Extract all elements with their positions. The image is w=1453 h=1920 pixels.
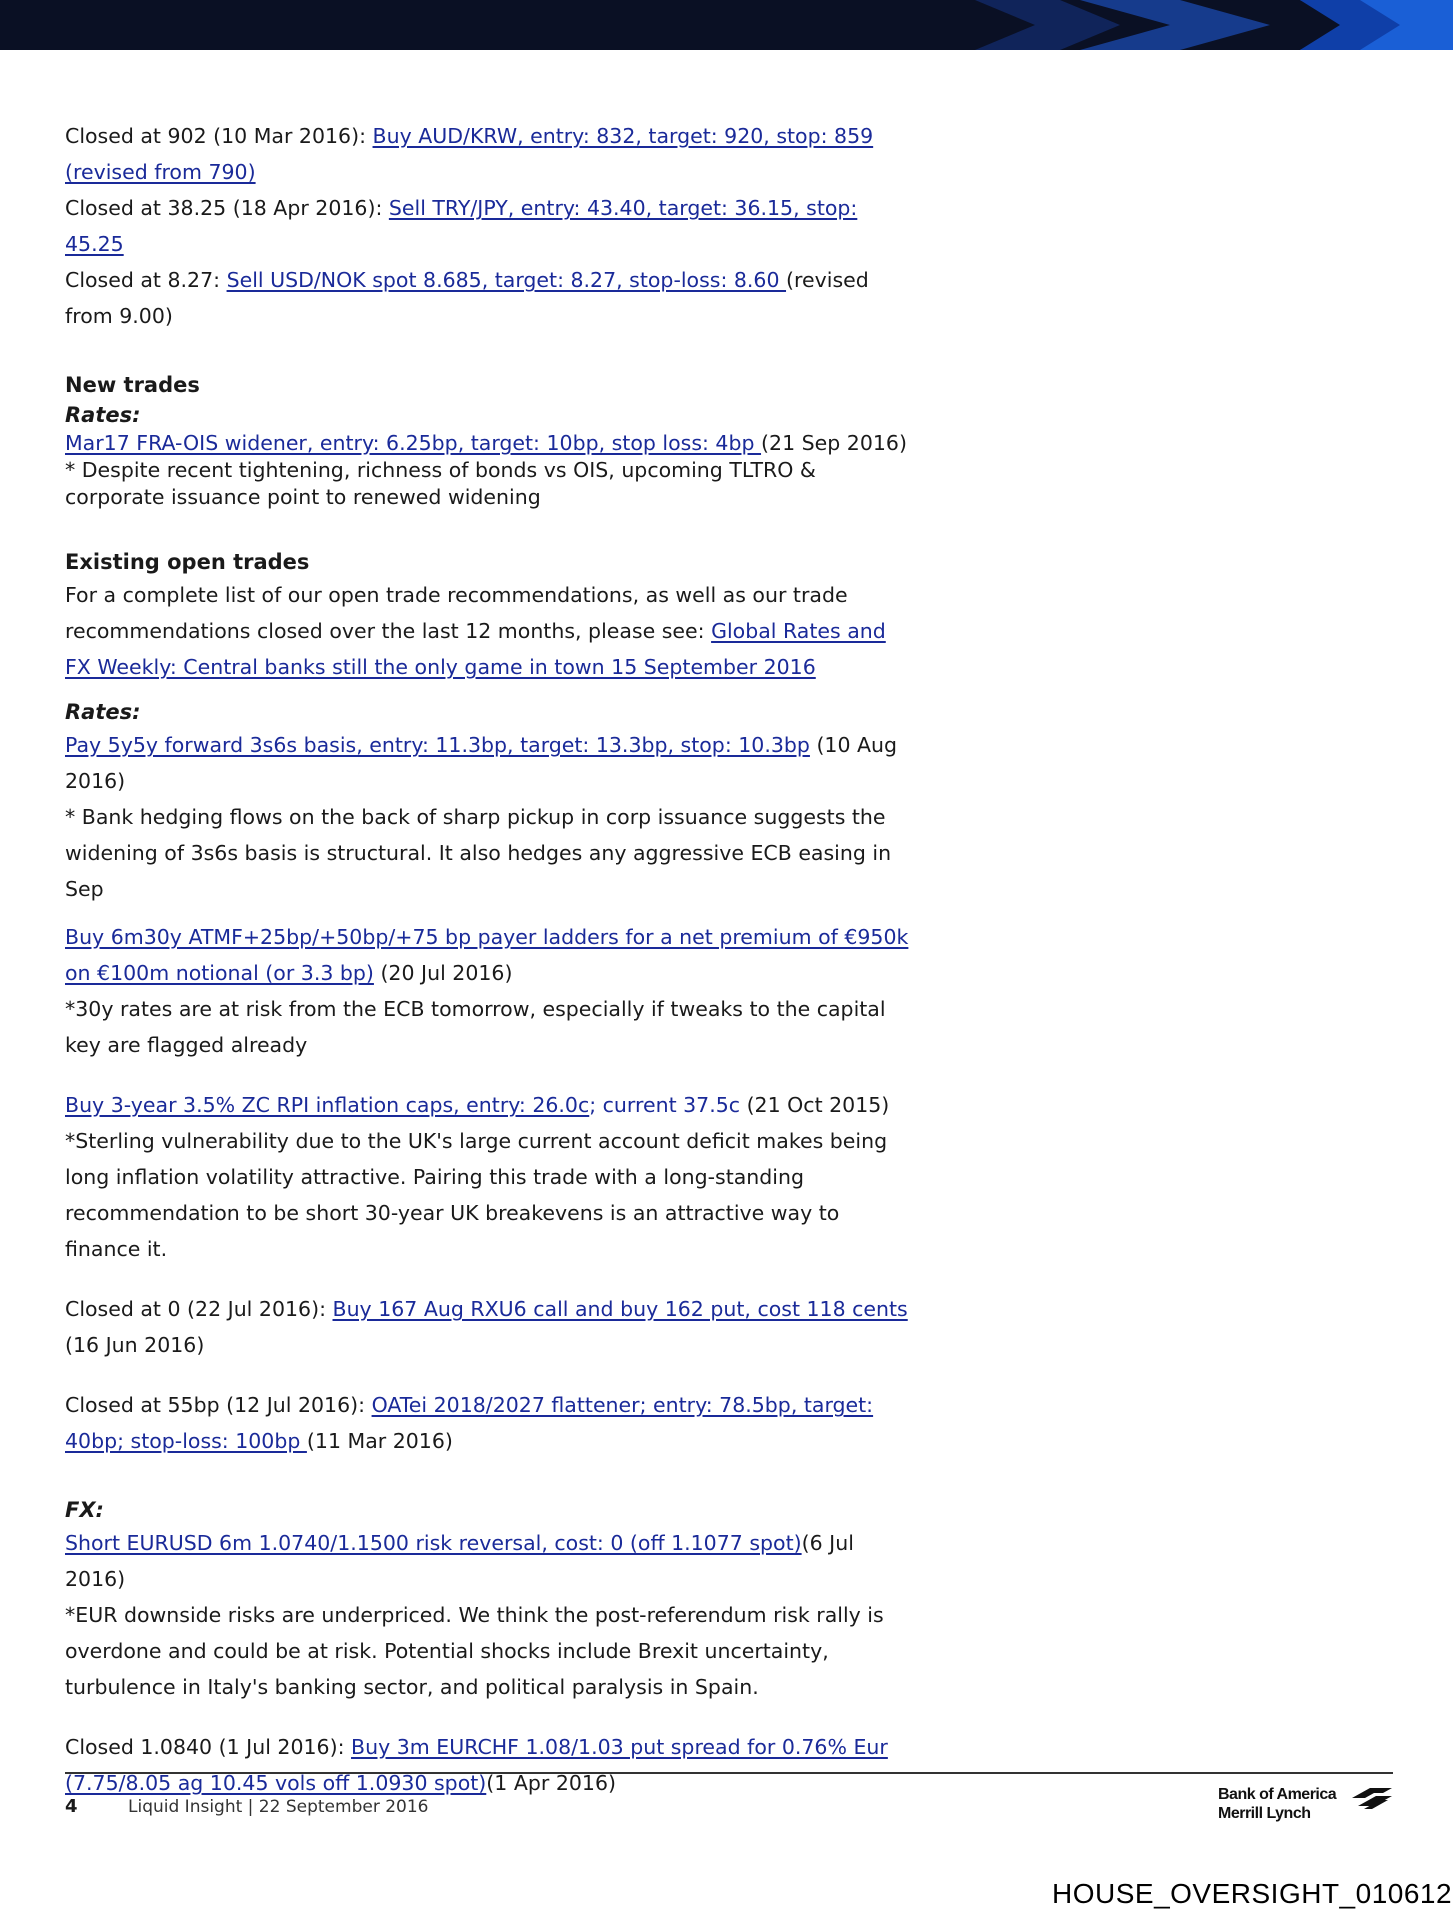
header-banner (0, 0, 1453, 50)
existing-trades-heading: Existing open trades (65, 550, 310, 574)
rates-trade-1-note: * Bank hedging flows on the back of sharp pickup in corp issuance suggests the widening of 3s6s basis is structural. It also hedges any aggressive ECB easing in Sep (65, 805, 892, 901)
trade-link[interactable]: Buy AUD/KRW, entry: 832, target: 920, stop: 859 (revised from 790) (65, 124, 874, 184)
closed-trade-prefix: Closed at 902 (10 Mar 2016): (65, 124, 373, 148)
rates-trade-3 (65, 1087, 915, 1123)
existing-fx-label: FX: (65, 1498, 104, 1522)
logo-text (1218, 1785, 1336, 1823)
intro-text: For a complete list of our open trade recommendations, as well as our trade recommendations closed over the last 12 months, please see: (65, 583, 848, 643)
trade-link[interactable]: OATei 2018/2027 flattener; entry: 78.5bp, target: 40bp; stop-loss: 100bp (65, 1393, 874, 1453)
trade-link[interactable]: Buy 167 Aug RXU6 call and buy 162 put, cost 118 cents (332, 1297, 908, 1321)
closed-trade-1 (65, 118, 915, 190)
trade-date: (16 Jun 2016) (65, 1333, 205, 1357)
closed-trade-2 (65, 190, 915, 262)
trade-link[interactable]: Short EURUSD 6m 1.0740/1.1500 risk reversal, cost: 0 (off 1.1077 spot) (65, 1531, 802, 1555)
fx-trade-2 (65, 1729, 915, 1801)
closed-trade-suffix: (revised from 9.00) (65, 268, 869, 328)
publication-title: Liquid Insight | 22 September 2016 (128, 1797, 429, 1817)
logo-line-2: Merrill Lynch (1218, 1805, 1311, 1822)
page-number: 4 (65, 1796, 78, 1817)
closed-trade-prefix: Closed at 8.27: (65, 268, 227, 292)
trade-link[interactable]: Mar17 FRA-OIS widener, entry: 6.25bp, target: 10bp, stop loss: 4bp (65, 431, 762, 455)
rates-trade-2 (65, 919, 915, 991)
new-trades-heading: New trades (65, 373, 200, 397)
bank-logo (1218, 1785, 1393, 1830)
existing-rates-label: Rates: (65, 700, 141, 724)
existing-intro (65, 577, 915, 685)
new-trade-note: * Despite recent tightening, richness of bonds vs OIS, upcoming TLTRO & corporate issuance point to renewed widening (65, 458, 816, 509)
trade-date: (10 Aug 2016) (65, 733, 898, 793)
fx-trade-1 (65, 1525, 915, 1597)
closed-trade-prefix: Closed at 55bp (12 Jul 2016): (65, 1393, 372, 1417)
trade-date: (6 Jul 2016) (65, 1531, 854, 1591)
trade-link[interactable]: Buy 3m EURCHF 1.08/1.03 put spread for 0.76% Eur (7.75/8.05 ag 10.45 vols off 1.0930 spot) (65, 1735, 888, 1795)
document-id-stamp: HOUSE_OVERSIGHT_010612 (1052, 1878, 1453, 1909)
closed-trade-prefix: Closed at 0 (22 Jul 2016): (65, 1297, 333, 1321)
logo-line-1: Bank of America (1218, 1786, 1337, 1803)
footer-divider (65, 1772, 1393, 1774)
trade-date: (11 Mar 2016) (306, 1429, 453, 1453)
closed-trade-prefix: Closed at 38.25 (18 Apr 2016): (65, 196, 389, 220)
trade-date: (21 Oct 2015) (740, 1093, 890, 1117)
rates-trade-2-note: *30y rates are at risk from the ECB tomorrow, especially if tweaks to the capital key are flagged already (65, 997, 886, 1057)
trade-date: (20 Jul 2016) (373, 961, 513, 985)
current-price: ; current 37.5c (589, 1093, 741, 1117)
trade-link[interactable]: Sell USD/NOK spot 8.685, target: 8.27, stop-loss: 8.60 (226, 268, 787, 292)
rates-trade-5 (65, 1387, 915, 1459)
trade-date: (21 Sep 2016) (761, 431, 907, 455)
trade-link[interactable]: Sell TRY/JPY, entry: 43.40, target: 36.15, stop: 45.25 (65, 196, 858, 256)
closed-trade-3 (65, 262, 915, 334)
trade-link[interactable]: Buy 3-year 3.5% ZC RPI inflation caps, entry: 26.0c (65, 1093, 590, 1117)
trade-link[interactable]: Pay 5y5y forward 3s6s basis, entry: 11.3bp, target: 13.3bp, stop: 10.3bp (65, 733, 810, 757)
flag-icon (1350, 1786, 1394, 1810)
banner-graphic (0, 0, 1453, 50)
page-body (65, 118, 915, 1801)
trade-link[interactable]: Buy 6m30y ATMF+25bp/+50bp/+75 bp payer ladders for a net premium of €950k on €100m notional (or 3.3 bp) (65, 925, 909, 985)
new-trades-rates-label: Rates: (65, 403, 141, 427)
rates-trade-1 (65, 727, 915, 799)
trade-date: (1 Apr 2016) (486, 1771, 616, 1795)
new-trade-item (65, 430, 915, 457)
rates-trade-4 (65, 1291, 915, 1363)
closed-trade-prefix: Closed 1.0840 (1 Jul 2016): (65, 1735, 352, 1759)
rates-trade-3-note: *Sterling vulnerability due to the UK's large current account deficit makes being long inflation volatility attractive. Pairing this trade with a long-standing recommendation to be short 30-year UK breakevens is an attractive way to finance it. (65, 1129, 888, 1261)
fx-trade-1-note: *EUR downside risks are underpriced. We think the post-referendum risk rally is overdone and could be at risk. Potential shocks include Brexit uncertainty, turbulence in Italy's banking sector, and political paralysis in Spain. (65, 1603, 884, 1699)
weekly-report-link[interactable]: Global Rates and FX Weekly: Central banks still the only game in town 15 September 2016 (65, 619, 886, 679)
